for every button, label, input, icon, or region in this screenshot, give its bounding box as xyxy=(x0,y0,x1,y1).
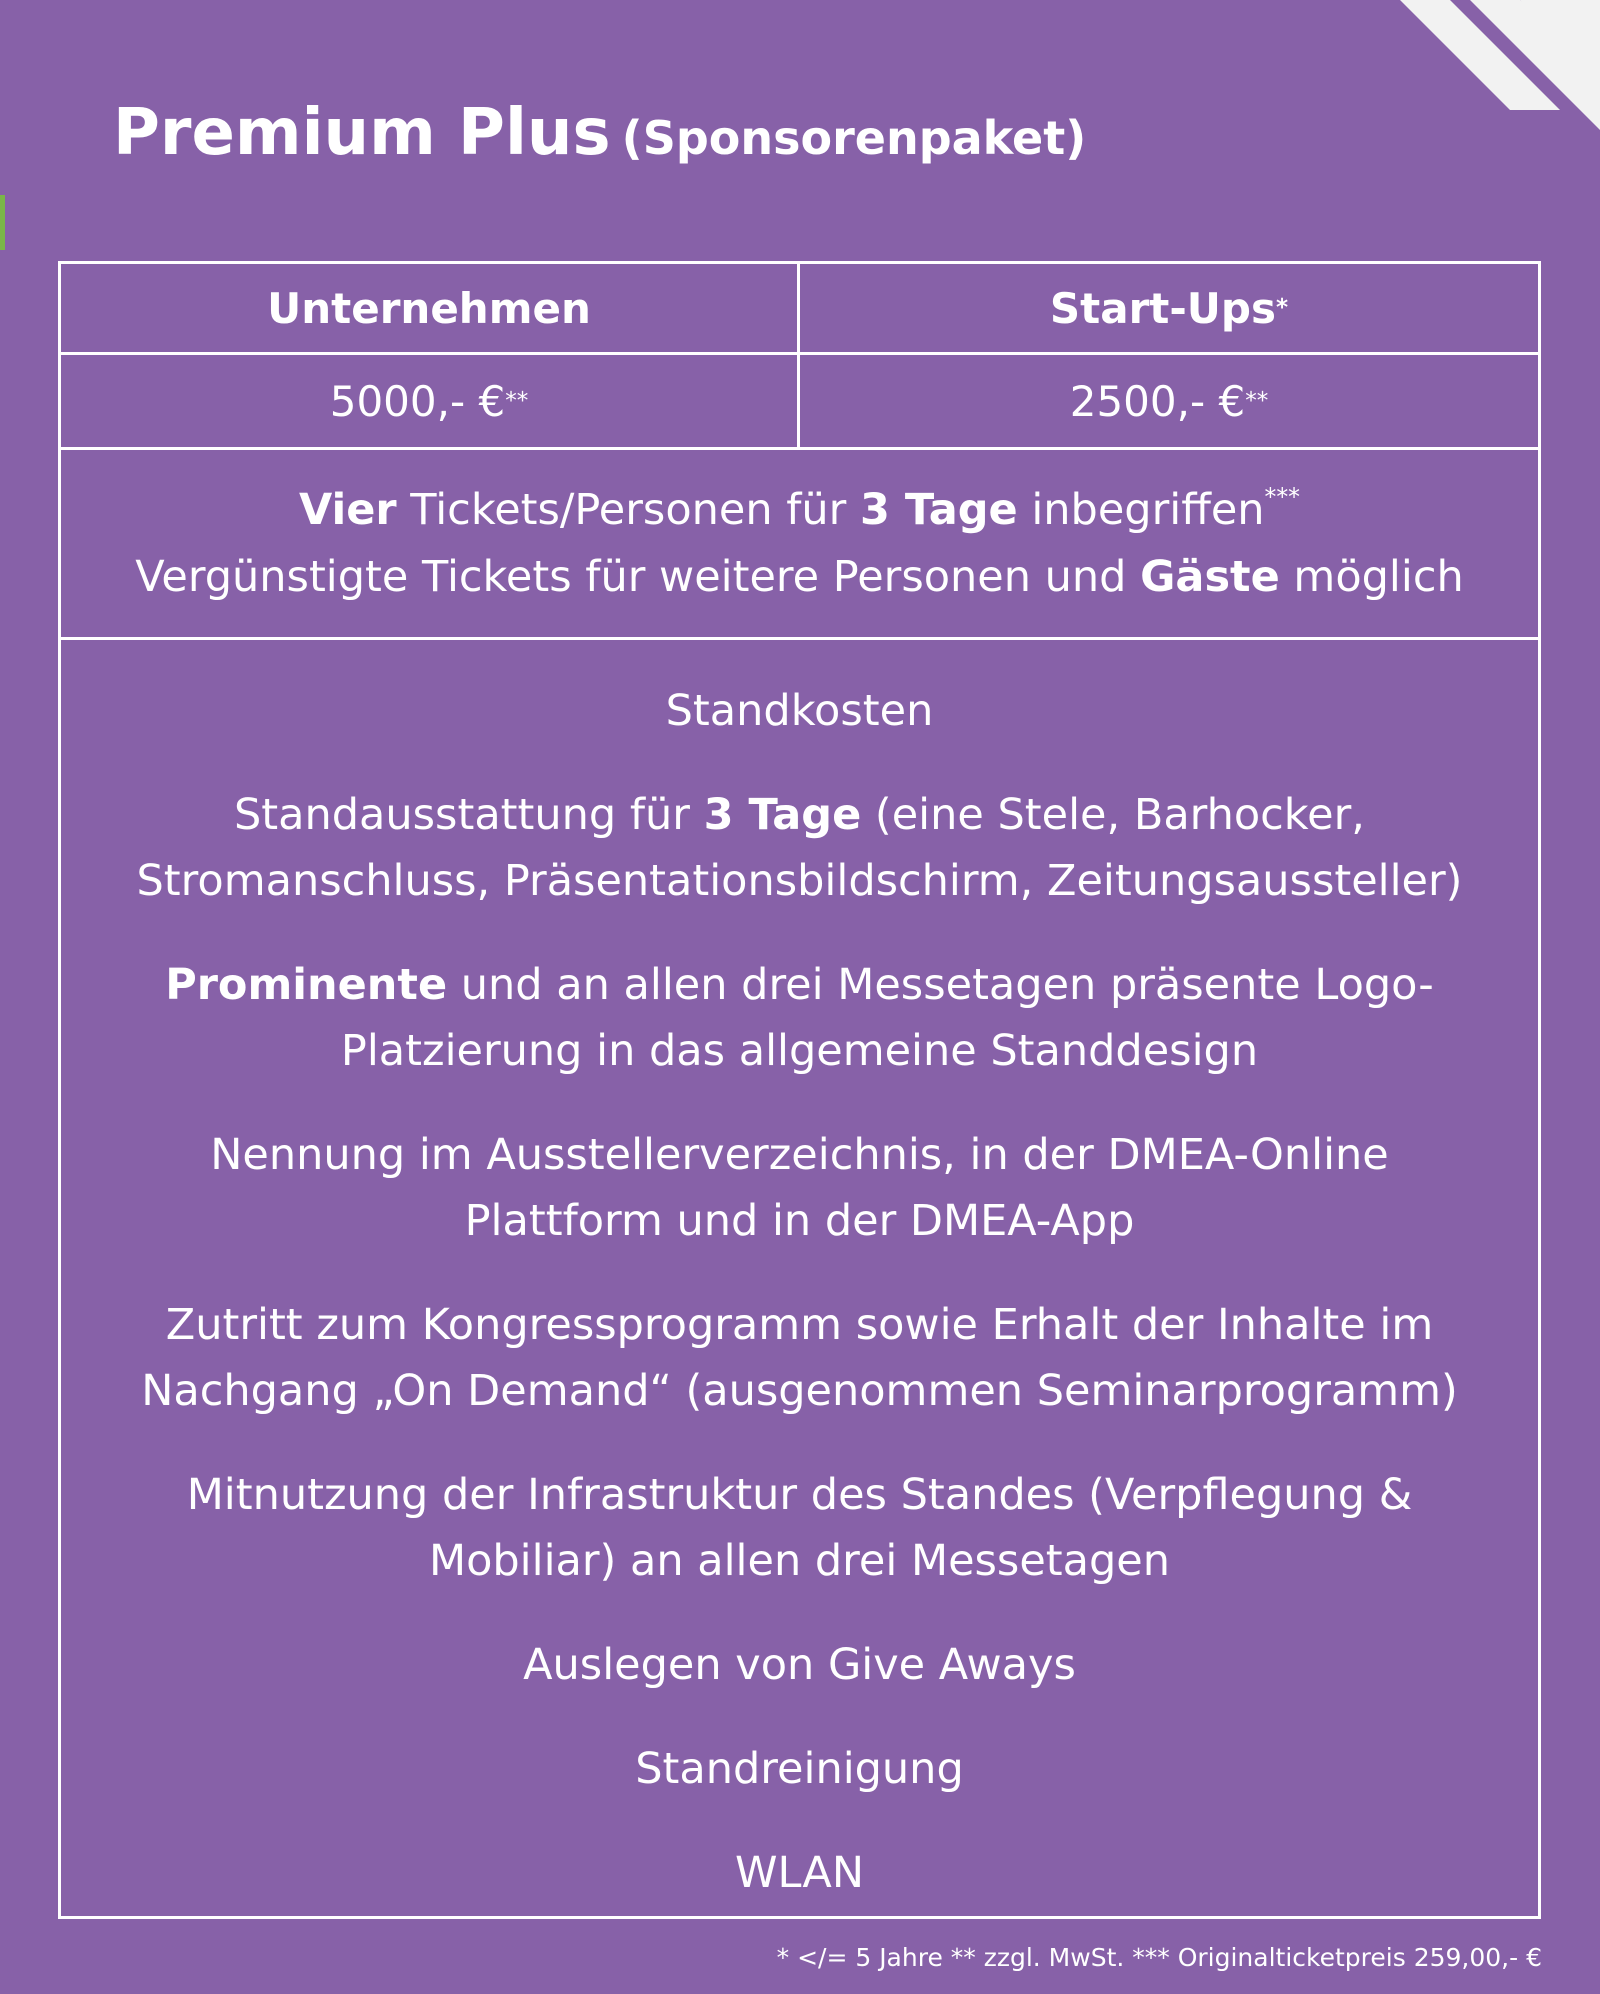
table-header-row xyxy=(61,264,1538,355)
footnote-marker: *** xyxy=(1264,482,1300,511)
package-table xyxy=(58,261,1541,1919)
feature-standausstattung xyxy=(137,782,1463,914)
feature-bold: Prominente xyxy=(165,960,448,1010)
tickets-text: inbegriffen xyxy=(1017,484,1265,535)
feature-text: und an allen drei Messetagen präsente Logo- Platzierung in das allgemeine Standdesign xyxy=(340,960,1434,1076)
tickets-days: 3 Tage xyxy=(860,484,1018,535)
price-value: 5000,- € xyxy=(329,376,506,426)
column-header-label: Unternehmen xyxy=(267,283,591,333)
feature-give-aways: Auslegen von Give Aways xyxy=(523,1640,1076,1690)
feature-standreinigung: Standreinigung xyxy=(635,1744,964,1794)
feature-standkosten: Standkosten xyxy=(665,686,934,736)
tickets-text: möglich xyxy=(1279,551,1464,602)
tickets-text: Vergünstigte Tickets für weitere Personen und xyxy=(135,551,1141,602)
tickets-guests: Gäste xyxy=(1140,551,1280,602)
feature-mitnutzung: Mitnutzung der Infrastruktur des Standes (Verpflegung & Mobiliar) an allen drei Messetagen xyxy=(186,1470,1413,1586)
price-unternehmen: 5000,- € ** xyxy=(61,355,800,447)
footnote: * </= 5 Jahre ** zzgl. MwSt. *** Originalticketpreis 259,00,- € xyxy=(776,1943,1542,1972)
feature-list xyxy=(61,640,1538,1944)
tickets-count: Vier xyxy=(298,484,397,535)
feature-bold: 3 Tage xyxy=(703,790,862,840)
tickets-included-line xyxy=(299,477,1300,544)
discounted-tickets-line xyxy=(135,544,1463,611)
feature-text: Standausstattung für xyxy=(234,790,704,840)
column-header-startups: Start-Ups * xyxy=(1049,283,1289,333)
tickets-row xyxy=(61,450,1538,640)
title-subtitle: (Sponsorenpaket) xyxy=(621,111,1087,165)
title-main: Premium Plus xyxy=(113,96,611,170)
price-row xyxy=(61,355,1538,450)
diagonal-stripes-decoration xyxy=(1140,0,1600,190)
feature-wlan: WLAN xyxy=(734,1848,865,1898)
tickets-text: Tickets/Personen für xyxy=(396,484,861,535)
feature-zutritt: Zutritt zum Kongressprogramm sowie Erhalt der Inhalte im Nachgang „On Demand“ (ausgenommen Seminarprogramm) xyxy=(141,1300,1458,1416)
page-title xyxy=(113,98,1086,168)
column-header-unternehmen xyxy=(61,264,800,352)
price-value: 2500,- € xyxy=(1069,376,1246,426)
feature-nennung: Nennung im Ausstellerverzeichnis, in der DMEA-Online Plattform und in der DMEA-App xyxy=(210,1130,1389,1246)
feature-logo-platzierung xyxy=(165,952,1434,1084)
green-edge-marker xyxy=(0,195,5,250)
feature-text: (eine Stele, Barhocker, Stromanschluss, Präsentationsbildschirm, Zeitungsaussteller) xyxy=(136,790,1463,906)
column-header-label: Start-Ups xyxy=(1049,283,1276,333)
price-startups: 2500,- € ** xyxy=(1069,376,1269,426)
